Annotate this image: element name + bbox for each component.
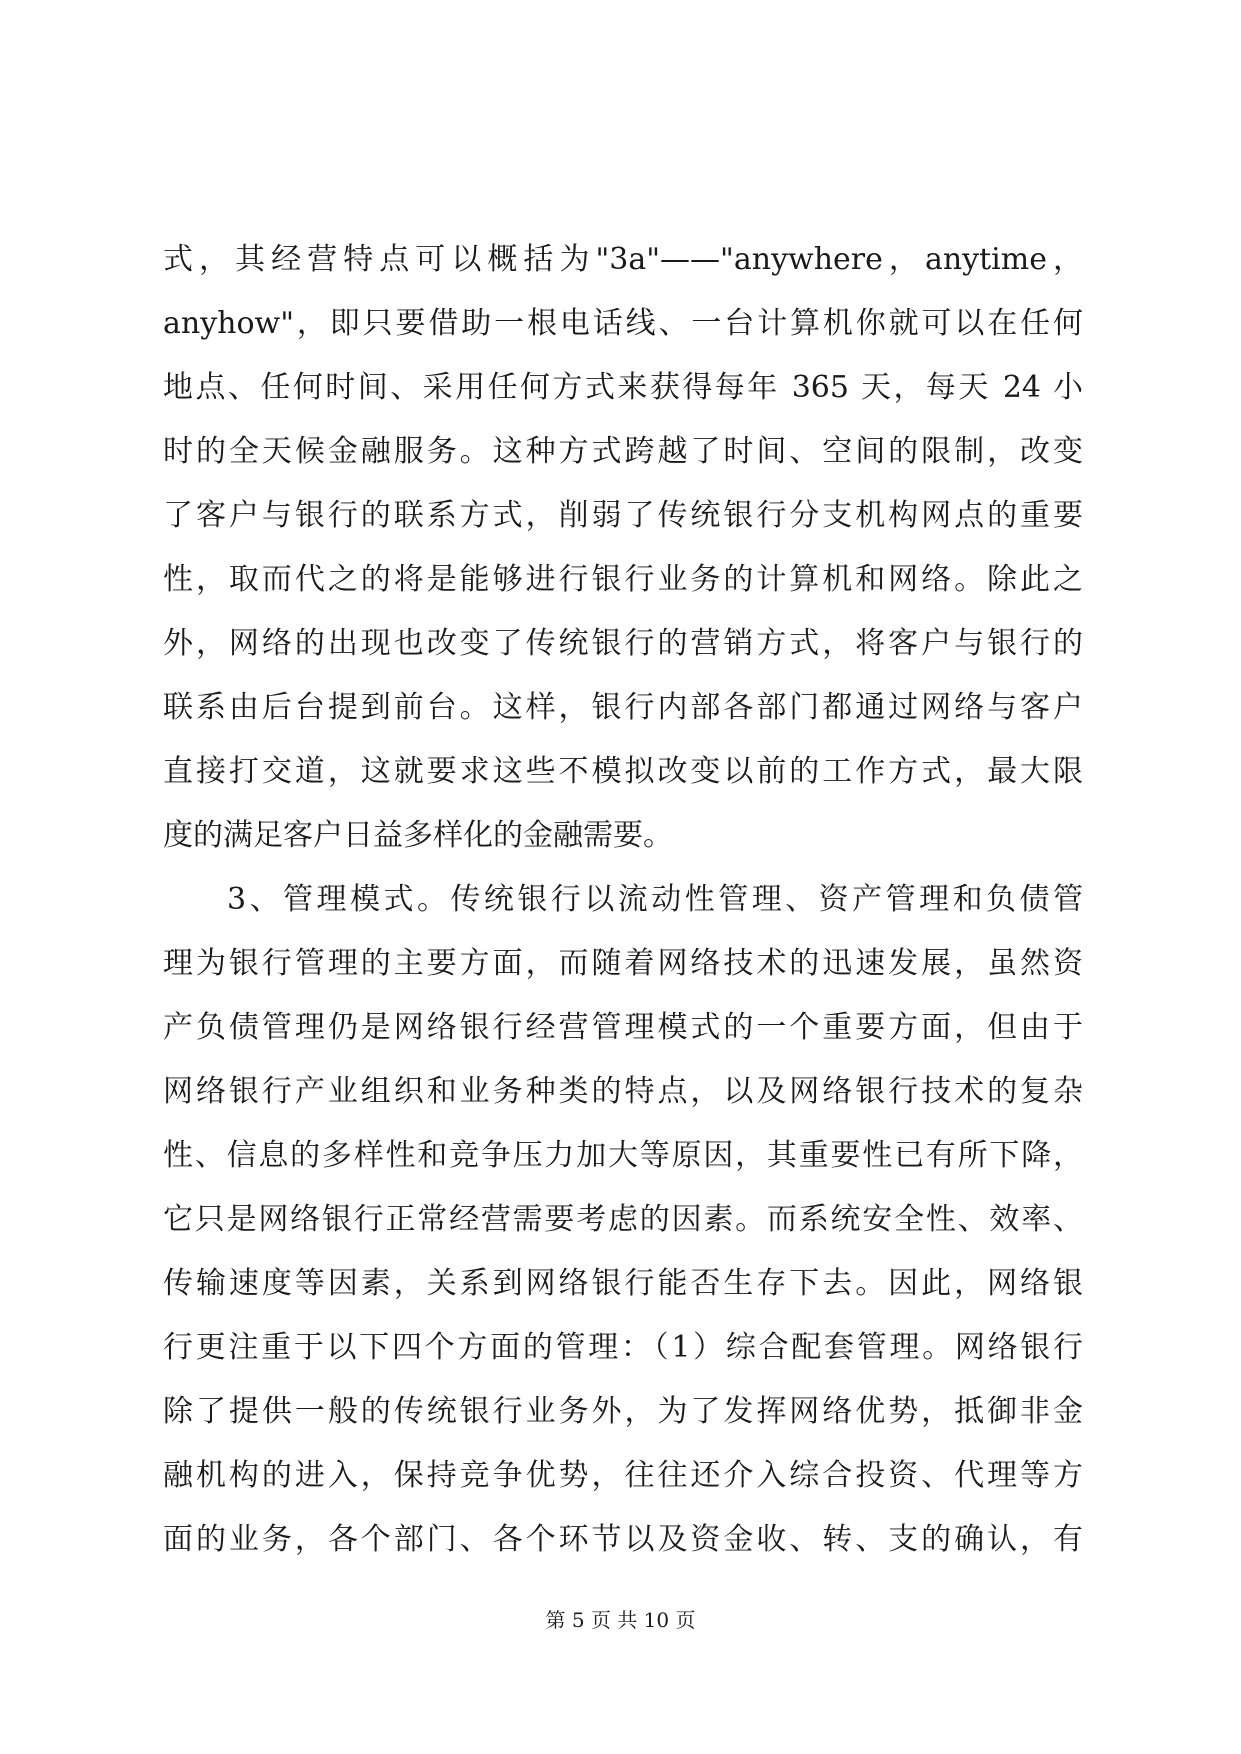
text-line: 行更注重于以下四个方面的管理：（1）综合配套管理。网络银行 (163, 1330, 1083, 1365)
text-line: 它只是网络银行正常经营需要考虑的因素。而系统安全性、效率、 (163, 1202, 1083, 1237)
body-text (163, 228, 1083, 1572)
text-line: 外，网络的出现也改变了传统银行的营销方式，将客户与银行的 (163, 626, 1083, 661)
text-line: 地点、任何时间、采用任何方式来获得每年 365 天，每天 24 小 (163, 370, 1083, 405)
text-line: 直接打交道，这就要求这些不模拟改变以前的工作方式，最大限 (163, 754, 1083, 789)
text-line: 3、管理模式。传统银行以流动性管理、资产管理和负债管 (227, 882, 1083, 917)
text-line: 式，其经营特点可以概括为"3a"——"anywhere，anytime， (163, 242, 1083, 277)
text-line: 产负债管理仍是网络银行经营管理模式的一个重要方面，但由于 (163, 1010, 1083, 1045)
text-line: 网络银行产业组织和业务种类的特点，以及网络银行技术的复杂 (163, 1074, 1083, 1109)
text-line: 传输速度等因素，关系到网络银行能否生存下去。因此，网络银 (163, 1266, 1083, 1301)
text-line: 理为银行管理的主要方面，而随着网络技术的迅速发展，虽然资 (163, 946, 1083, 981)
text-line: 了客户与银行的联系方式，削弱了传统银行分支机构网点的重要 (163, 498, 1083, 533)
text-line: anyhow"，即只要借助一根电话线、一台计算机你就可以在任何 (163, 306, 1083, 341)
text-line: 性、信息的多样性和竞争压力加大等原因，其重要性已有所下降， (163, 1138, 1083, 1173)
text-line: 面的业务，各个部门、各个环节以及资金收、转、支的确认，有 (163, 1522, 1083, 1557)
text-line: 除了提供一般的传统银行业务外，为了发挥网络优势，抵御非金 (163, 1394, 1083, 1429)
page-number-footer: 第 5 页 共 10 页 (545, 1608, 696, 1632)
text-line: 度的满足客户日益多样化的金融需要。 (163, 818, 673, 853)
text-line: 联系由后台提到前台。这样，银行内部各部门都通过网络与客户 (163, 690, 1083, 725)
text-line: 融机构的进入，保持竞争优势，往往还介入综合投资、代理等方 (163, 1458, 1083, 1493)
text-line: 时的全天候金融服务。这种方式跨越了时间、空间的限制，改变 (163, 434, 1083, 469)
text-line: 性，取而代之的将是能够进行银行业务的计算机和网络。除此之 (163, 562, 1083, 597)
